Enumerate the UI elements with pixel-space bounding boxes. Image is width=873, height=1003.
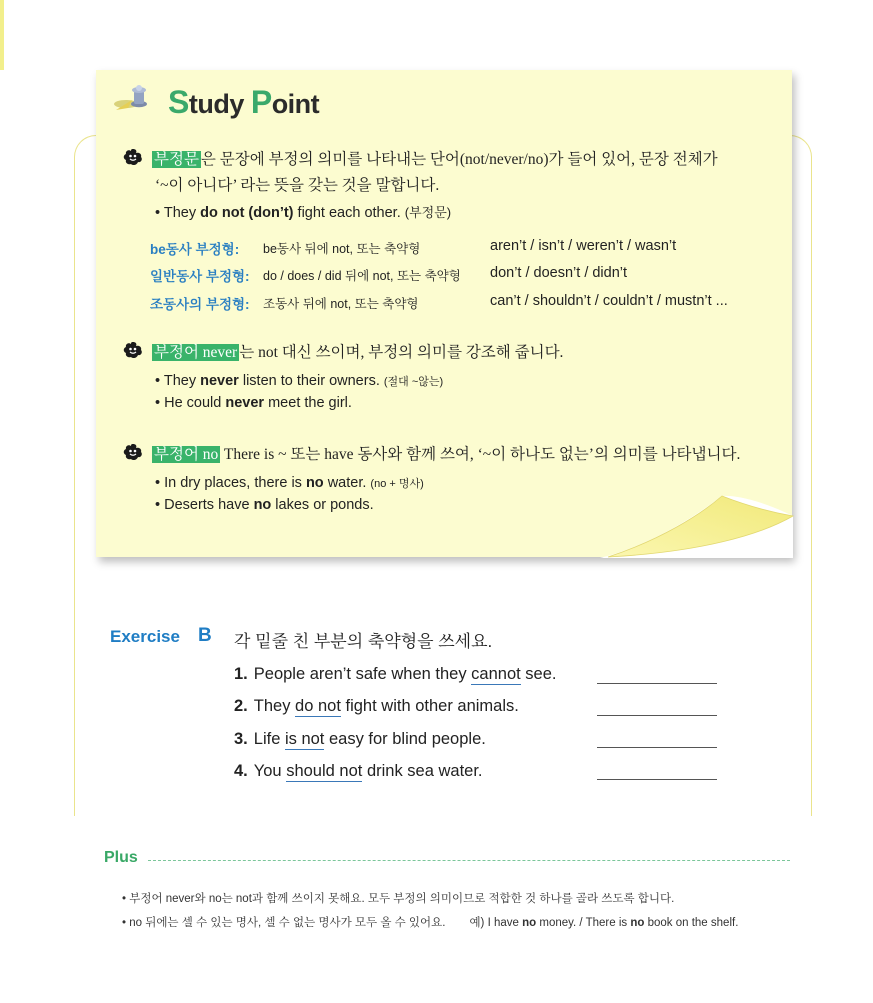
example-note: (부정문) [404,205,452,220]
rule-forms-modal: can’t / shouldn’t / couldn’t / mustn’t ... [490,293,728,309]
section2-example1 [155,373,443,389]
ex-bold: no [253,497,272,513]
question-post: fight with other animals. [340,697,519,715]
plus-label: Plus [104,849,138,866]
plus-example-bold: no [630,917,645,929]
ex-pre: • Deserts have [155,497,254,513]
ex-pre: • In dry places, there is [155,475,306,491]
title-text-oint: oint [271,89,320,119]
question-number: 3. [234,730,248,748]
example-pre: • They [155,205,201,221]
exercise-label: Exercise [110,627,180,646]
question-4 [234,762,483,782]
exercise-letter: B [198,625,212,646]
question-3 [234,730,486,750]
flower-bullet-icon [122,341,144,359]
rule-desc-be: be동사 뒤에 not, 또는 축약형 [263,242,421,256]
section1-example [155,202,451,221]
never-tag: 부정어 never [154,344,238,361]
ex-bold: no [305,475,324,491]
question-post: drink sea water. [362,762,483,780]
answer-blank-1[interactable] [597,683,717,684]
ex-post: listen to their owners. [238,373,380,389]
answer-blank-4[interactable] [597,779,717,780]
ex-post: lakes or ponds. [271,497,374,513]
flower-bullet-icon [122,148,144,166]
section3-line [152,442,740,464]
negative-sentence-tag: 부정문 [154,151,199,168]
rule-forms-general: don’t / doesn’t / didn’t [490,265,628,281]
plus-divider [148,860,790,861]
question-pre: You [253,762,287,780]
ex-note: (no + 명사) [370,478,424,490]
plus-example-bold: no [522,917,537,929]
underlined-phrase: is not [284,730,325,748]
underlined-phrase: do not [295,697,341,715]
section1-text-line2: ‘~이 아니다’ 라는 뜻을 갖는 것을 말합니다. [155,177,440,194]
answer-blank-2[interactable] [597,715,717,716]
ex-post: water. [323,475,367,491]
plus-note-2 [122,914,738,930]
plus-note-2-text: • no 뒤에는 셀 수 있는 명사, 셀 수 없는 명사가 모두 올 수 있어요. [122,917,446,929]
section1-line1 [152,147,718,169]
section2-text: 는 not 대신 쓰이며, 부정의 의미를 강조해 줍니다. [239,344,564,361]
section2-line [152,340,563,362]
ex-bold: never [200,373,239,389]
question-pre: They [253,697,296,715]
exercise-instruction: 각 밑줄 친 부분의 축약형을 쓰세요. [234,632,493,651]
ex-note: (절대 ~않는) [383,376,444,388]
question-number: 4. [234,762,248,780]
rule-forms-be: aren’t / isn’t / weren’t / wasn’t [490,238,677,254]
section3-example1 [155,475,424,491]
underlined-phrase: should not [286,762,363,780]
plus-example-pre: 예) I have [469,917,523,929]
rule-label-modal: 조동사의 부정형: [150,297,250,312]
study-point-title [168,84,319,121]
no-tag: 부정어 no [154,446,219,463]
flower-bullet-icon [122,443,144,461]
rule-desc-modal: 조동사 뒤에 not, 또는 축약형 [263,297,419,311]
title-text-tudy: tudy [188,89,251,119]
question-pre: People aren’t safe when they [253,665,472,683]
ex-pre: • He could [155,395,226,411]
section3-example2 [155,497,374,513]
underlined-phrase: cannot [471,665,521,683]
section2-example2 [155,395,352,411]
example-bold: do not (don’t) [200,205,294,221]
question-number: 1. [234,665,248,683]
example-post: fight each other. [293,205,401,221]
title-letter-s: S [168,84,189,120]
question-pre: Life [253,730,285,748]
ex-bold: never [225,395,265,411]
side-tab-marker [0,0,4,70]
rule-label-general: 일반동사 부정형: [150,269,250,284]
section1-text-line1: 은 문장에 부정의 의미를 나타내는 단어(not/never/no)가 들어 있어, 문장 전체가 [200,151,718,168]
question-2 [234,697,519,717]
section3-text: There is ~ 또는 have 동사와 함께 쓰여, ‘~이 하나도 없는’의 의미를 나타냅니다. [220,446,741,463]
question-number: 2. [234,697,248,715]
answer-blank-3[interactable] [597,747,717,748]
plus-example-post: book on the shelf. [644,917,739,929]
rule-desc-general: do / does / did 뒤에 not, 또는 축약형 [263,269,461,283]
question-post: see. [520,665,557,683]
plus-example-mid: money. / There is [536,917,631,929]
pushpin-icon [112,82,158,116]
question-post: easy for blind people. [324,730,486,748]
ex-pre: • They [155,373,201,389]
ex-post: meet the girl. [264,395,352,411]
rule-label-be: be동사 부정형: [150,242,240,257]
question-1 [234,665,557,685]
title-letter-p: P [250,84,272,120]
plus-note-1: • 부정어 never와 no는 not과 함께 쓰이지 못해요. 모두 부정의 의미이므로 적합한 것 하나를 골라 쓰도록 합니다. [122,893,675,905]
